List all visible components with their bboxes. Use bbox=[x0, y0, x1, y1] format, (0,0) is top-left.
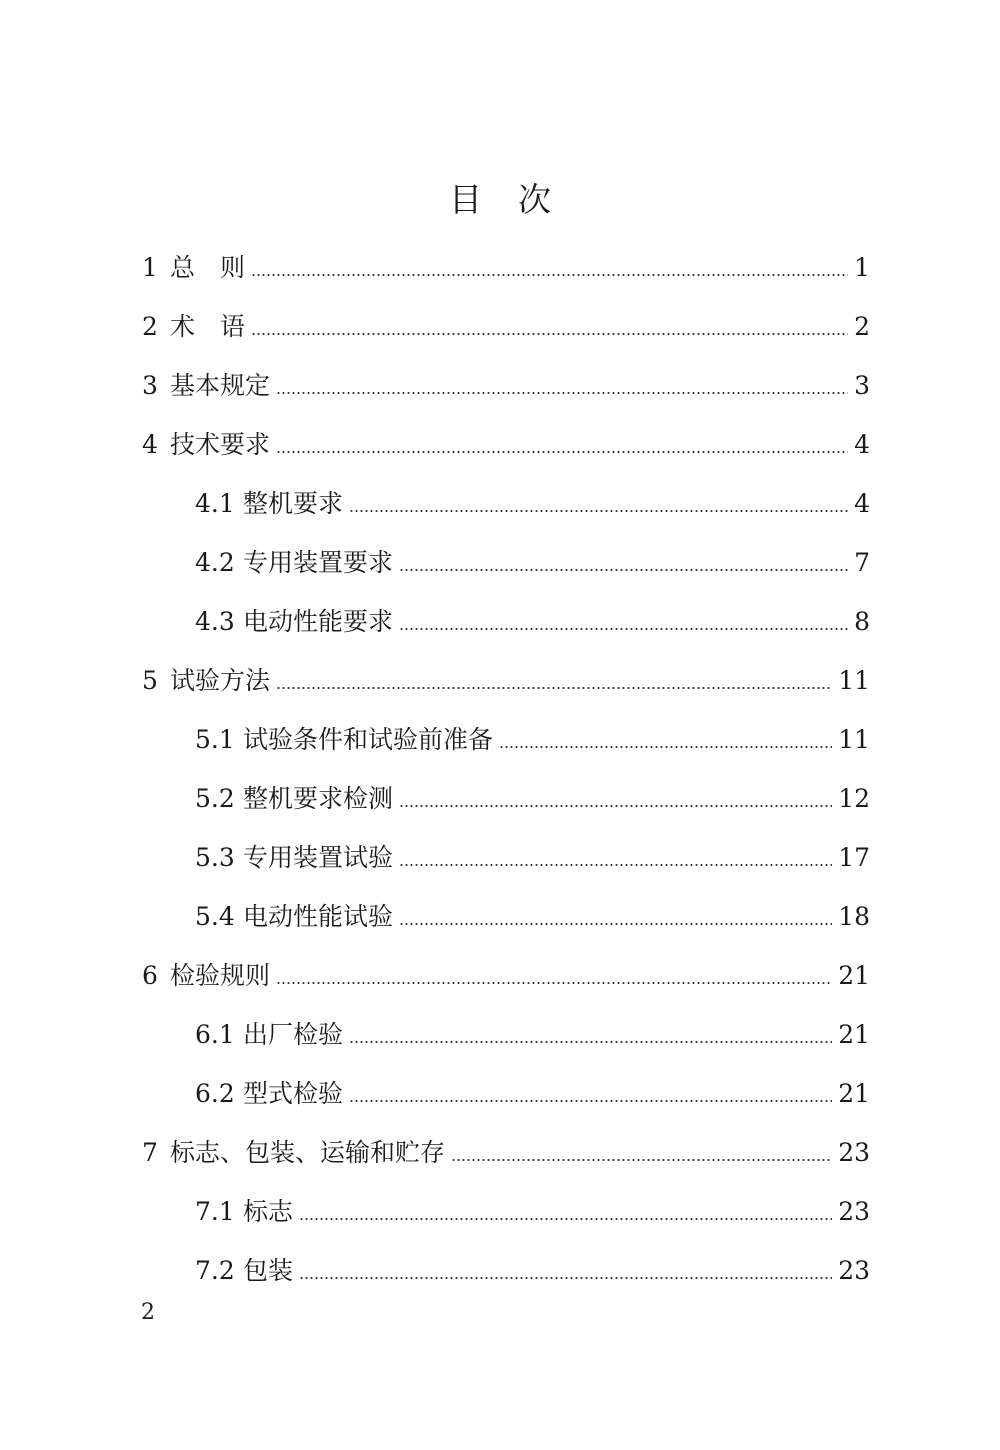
toc-entry-7-2[interactable] bbox=[195, 1251, 870, 1291]
toc-entry-number: 5.4 bbox=[195, 902, 235, 931]
page-number: 2 bbox=[141, 1300, 155, 1325]
toc-entry-label: 整机要求检测 bbox=[243, 784, 394, 813]
toc-entry-page: 1 bbox=[854, 253, 870, 282]
toc-entry-number: 1 bbox=[142, 253, 158, 282]
toc-dot-leader bbox=[349, 510, 848, 512]
page-title bbox=[0, 172, 1000, 228]
toc-entry-label: 基本规定 bbox=[170, 371, 271, 400]
toc-entry-page: 12 bbox=[838, 784, 870, 813]
toc-entry-number: 3 bbox=[142, 371, 158, 400]
toc-entry-5-3[interactable] bbox=[195, 838, 870, 878]
toc-dot-leader bbox=[276, 392, 848, 394]
toc-entry-page: 3 bbox=[854, 371, 870, 400]
toc-entry-label: 电动性能试验 bbox=[243, 902, 394, 931]
toc-entry-label: 整机要求 bbox=[243, 489, 344, 518]
toc-entry-number: 4.2 bbox=[195, 548, 235, 577]
toc-entry-label: 出厂检验 bbox=[243, 1020, 344, 1049]
toc-entry-label: 专用装置试验 bbox=[243, 843, 394, 872]
toc-entry-6-1[interactable] bbox=[195, 1015, 870, 1055]
toc-dot-leader bbox=[399, 628, 848, 630]
toc-entry-page: 4 bbox=[854, 430, 870, 459]
toc-entry-number: 6.1 bbox=[195, 1020, 235, 1049]
toc-entry-page: 23 bbox=[838, 1197, 870, 1226]
toc-entry-7[interactable] bbox=[142, 1133, 870, 1173]
toc-entry-label: 电动性能要求 bbox=[243, 607, 394, 636]
page-title-char-1: 目 bbox=[449, 180, 482, 219]
toc-entry-page: 8 bbox=[854, 607, 870, 636]
toc-entry-page: 18 bbox=[838, 902, 870, 931]
toc-dot-leader bbox=[251, 274, 848, 276]
toc-entry-number: 5.2 bbox=[195, 784, 235, 813]
toc-dot-leader bbox=[349, 1041, 832, 1043]
toc-entry-page: 7 bbox=[854, 548, 870, 577]
toc-entry-3[interactable] bbox=[142, 366, 870, 406]
toc-entry-label: 技术要求 bbox=[170, 430, 271, 459]
toc-entry-number: 5 bbox=[142, 666, 158, 695]
toc-dot-leader bbox=[399, 864, 832, 866]
toc-dot-leader bbox=[399, 923, 832, 925]
toc-entry-4-2[interactable] bbox=[195, 543, 870, 583]
toc-entry-page: 11 bbox=[838, 725, 870, 754]
toc-entry-number: 5.3 bbox=[195, 843, 235, 872]
toc-entry-number: 6 bbox=[142, 961, 158, 990]
toc-dot-leader bbox=[276, 982, 832, 984]
toc-entry-label: 专用装置要求 bbox=[243, 548, 394, 577]
toc-entry-number: 4.1 bbox=[195, 489, 235, 518]
toc-entry-label: 标志 bbox=[243, 1197, 294, 1226]
toc-entry-number: 2 bbox=[142, 312, 158, 341]
toc-entry-5[interactable] bbox=[142, 661, 870, 701]
toc-entry-page: 21 bbox=[838, 1020, 870, 1049]
toc-entry-4-1[interactable] bbox=[195, 484, 870, 524]
toc-entry-page: 23 bbox=[838, 1138, 870, 1167]
toc-entry-2[interactable] bbox=[142, 307, 870, 347]
toc-entry-label: 包装 bbox=[243, 1256, 294, 1285]
toc-entry-5-1[interactable] bbox=[195, 720, 870, 760]
toc-entry-page: 23 bbox=[838, 1256, 870, 1285]
toc-entry-number: 4.3 bbox=[195, 607, 235, 636]
toc-entry-page: 4 bbox=[854, 489, 870, 518]
toc-entry-4-3[interactable] bbox=[195, 602, 870, 642]
toc-entry-label: 试验条件和试验前准备 bbox=[243, 725, 494, 754]
toc-entry-label: 检验规则 bbox=[170, 961, 271, 990]
toc-dot-leader bbox=[499, 746, 832, 748]
toc-entry-number: 4 bbox=[142, 430, 158, 459]
toc-entry-page: 21 bbox=[838, 961, 870, 990]
toc-dot-leader bbox=[299, 1218, 832, 1220]
toc-entry-number: 7.2 bbox=[195, 1256, 235, 1285]
toc-entry-number: 5.1 bbox=[195, 725, 235, 754]
toc-dot-leader bbox=[299, 1277, 832, 1279]
toc-dot-leader bbox=[399, 569, 848, 571]
toc-dot-leader bbox=[276, 687, 832, 689]
toc-dot-leader bbox=[251, 333, 848, 335]
toc-entry-4[interactable] bbox=[142, 425, 870, 465]
toc-entry-number: 7.1 bbox=[195, 1197, 235, 1226]
toc-entry-number: 6.2 bbox=[195, 1079, 235, 1108]
toc-entry-5-4[interactable] bbox=[195, 897, 870, 937]
toc-entry-label: 术 语 bbox=[170, 312, 246, 341]
page-title-char-2: 次 bbox=[518, 180, 551, 219]
toc-entry-1[interactable] bbox=[142, 248, 870, 288]
toc-entry-number: 7 bbox=[142, 1138, 158, 1167]
toc-entry-page: 21 bbox=[838, 1079, 870, 1108]
toc-dot-leader bbox=[349, 1100, 832, 1102]
toc-entry-label: 标志、包装、运输和贮存 bbox=[170, 1138, 446, 1167]
toc-dot-leader bbox=[399, 805, 832, 807]
toc-dot-leader bbox=[451, 1159, 832, 1161]
toc-entry-label: 试验方法 bbox=[170, 666, 271, 695]
toc-entry-page: 2 bbox=[854, 312, 870, 341]
toc-entry-label: 总 则 bbox=[170, 253, 246, 282]
toc-entry-label: 型式检验 bbox=[243, 1079, 344, 1108]
toc-entry-page: 17 bbox=[838, 843, 870, 872]
toc-entry-page: 11 bbox=[838, 666, 870, 695]
toc-entry-6[interactable] bbox=[142, 956, 870, 996]
toc-entry-7-1[interactable] bbox=[195, 1192, 870, 1232]
toc-entry-6-2[interactable] bbox=[195, 1074, 870, 1114]
toc-dot-leader bbox=[276, 451, 848, 453]
toc-entry-5-2[interactable] bbox=[195, 779, 870, 819]
